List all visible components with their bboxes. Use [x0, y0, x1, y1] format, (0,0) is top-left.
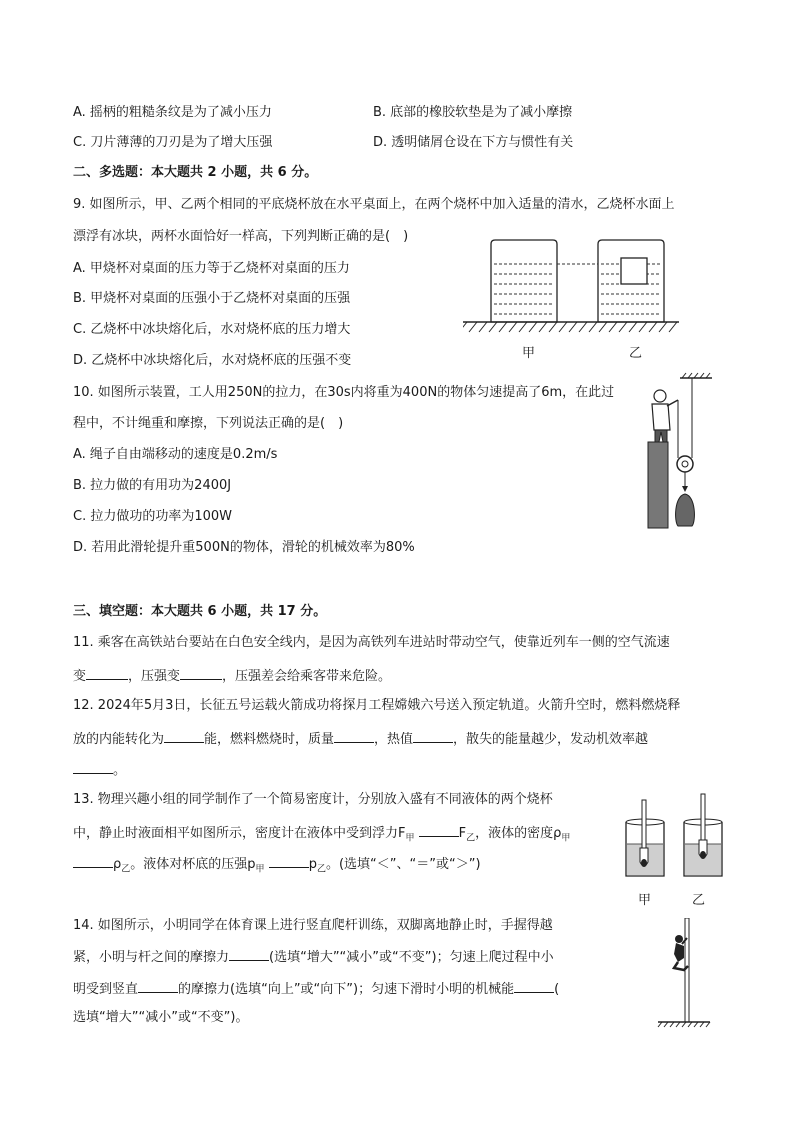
q10-option-a: A. 绳子自由端移动的速度是0.2m/s — [73, 447, 278, 462]
q8-option-a: A. 摇柄的粗糙条纹是为了减小压力 — [73, 105, 272, 120]
q13-line3: $\rho_乙$。液体对杯底的压强$p_甲$ $p_乙$。(选填“＜”、“＝”或“＞”) — [73, 853, 481, 879]
answer-blank[interactable] — [514, 978, 554, 993]
hydrometer-figure — [620, 792, 730, 882]
beaker-label-yi: 乙 — [629, 346, 643, 361]
answer-blank[interactable] — [229, 946, 269, 961]
answer-blank[interactable] — [138, 978, 178, 993]
answer-blank[interactable] — [419, 822, 459, 837]
q12-line3: 。 — [73, 759, 126, 780]
q12-line1: 12. 2024年5月3日，长征五号运载火箭成功将探月工程嫦娥六号送入预定轨道。火箭升空时，燃料燃烧释 — [73, 698, 681, 713]
section-heading-fill-blank: 三、填空题：本大题共 6 小题，共 17 分。 — [73, 604, 327, 619]
answer-blank[interactable] — [73, 759, 113, 774]
answer-blank[interactable] — [180, 665, 222, 680]
hydrometer-label-jia: 甲 — [638, 893, 652, 908]
q9-stem-line1: 9. 如图所示，甲、乙两个相同的平底烧杯放在水平桌面上，在两个烧杯中加入适量的清水，乙烧杯水面上 — [73, 197, 675, 212]
ice-block — [621, 258, 647, 284]
climber-body — [674, 943, 684, 962]
pulley-wheel — [677, 456, 693, 472]
q9-option-a: A. 甲烧杯对桌面的压力等于乙烧杯对桌面的压力 — [73, 261, 350, 276]
answer-blank[interactable] — [164, 728, 204, 743]
q9-option-d: D. 乙烧杯中冰块熔化后，水对烧杯底的压强不变 — [73, 353, 352, 368]
q9-option-c: C. 乙烧杯中冰块熔化后，水对烧杯底的压力增大 — [73, 322, 351, 337]
beaker-label-jia: 甲 — [522, 346, 536, 361]
q14-line3: 明受到竖直 的摩擦力(选填“向上”或“向下”)；匀速下滑时小明的机械能 ( — [73, 978, 559, 999]
q11-line1: 11. 乘客在高铁站台要站在白色安全线内，是因为高铁列车进站时带动空气，使靠近列车一侧的空气流速 — [73, 635, 670, 650]
answer-blank[interactable] — [86, 665, 128, 680]
answer-blank[interactable] — [334, 728, 374, 743]
q14-line4: 选填“增大”“减小”或“不变”)。 — [73, 1010, 249, 1025]
q8-option-d: D. 透明储屑仓设在下方与惯性有关 — [373, 135, 574, 150]
q9-stem-line2: 漂浮有冰块，两杯水面恰好一样高，下列判断正确的是( ) — [73, 229, 409, 244]
q13-line1: 13. 物理兴趣小组的同学制作了一个简易密度计，分别放入盛有不同液体的两个烧杯 — [73, 792, 553, 807]
q12-line2: 放的内能转化为 能，燃料燃烧时，质量 ，热值 ，散失的能量越少，发动机效率越 — [73, 728, 648, 749]
beakers-figure — [463, 238, 683, 344]
worker-body — [652, 404, 670, 430]
beaker-left — [491, 240, 557, 322]
pulley-figure — [640, 372, 720, 532]
q10-option-c: C. 拉力做功的功率为100W — [73, 509, 233, 524]
climber-head — [675, 935, 683, 943]
platform — [648, 442, 668, 528]
load-bag — [676, 494, 695, 526]
q10-option-b: B. 拉力做的有用功为2400J — [73, 478, 232, 493]
q11-line2: 变 ，压强变 ，压强差会给乘客带来危险。 — [73, 665, 391, 686]
q14-line2: 紧，小明与杆之间的摩擦力 (选填“增大”“减小”或“不变”)；匀速上爬过程中小 — [73, 946, 554, 967]
answer-blank[interactable] — [413, 728, 453, 743]
hydrometer-label-yi: 乙 — [692, 893, 706, 908]
q13-line2: 中，静止时液面相平如图所示，密度计在液体中受到浮力$F_甲$ $F_乙$，液体的密度$\rho_甲$ — [73, 822, 570, 848]
q8-option-c: C. 刀片薄薄的刀刃是为了增大压强 — [73, 135, 273, 150]
q10-option-d: D. 若用此滑轮提升重500N的物体，滑轮的机械效率为80% — [73, 540, 415, 555]
answer-blank[interactable] — [73, 853, 113, 868]
q14-line1: 14. 如图所示，小明同学在体育课上进行竖直爬杆训练，双脚离地静止时，手握得越 — [73, 918, 553, 933]
pole-climb-figure — [654, 918, 714, 1028]
q10-stem-line2: 程中，不计绳重和摩擦，下列说法正确的是( ) — [73, 416, 344, 431]
q9-option-b: B. 甲烧杯对桌面的压强小于乙烧杯对桌面的压强 — [73, 291, 351, 306]
q8-option-b: B. 底部的橡胶软垫是为了减小摩擦 — [373, 105, 573, 120]
worker-head — [654, 390, 666, 402]
answer-blank[interactable] — [269, 853, 309, 868]
q10-stem-line1: 10. 如图所示装置，工人用250N的拉力，在30s内将重为400N的物体匀速提高了6m，在此过 — [73, 385, 615, 400]
section-heading-multiple-choice: 二、多选题：本大题共 2 小题，共 6 分。 — [73, 165, 318, 180]
